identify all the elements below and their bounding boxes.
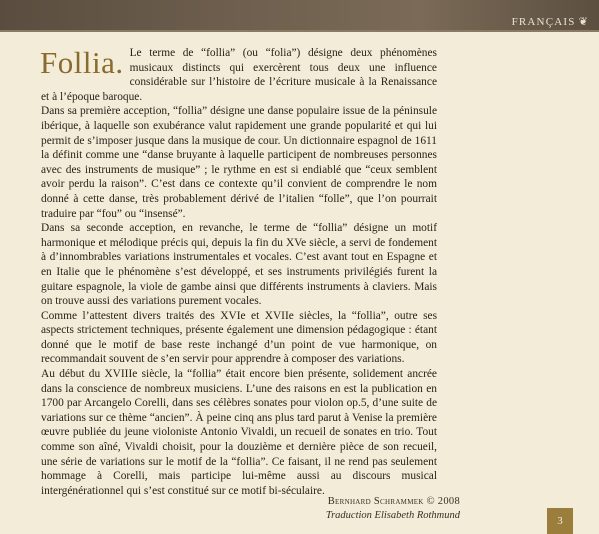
leaf-ornament-icon: ❦: [578, 16, 589, 28]
paragraph-1-text: Le terme de “follia” (ou “folia”) désigne deux phénomènes musicaux distincts qui exercèrent tous deux une influence considérable sur l’histoire de l’écriture musicale à la Renaissance et à l’époque baroque.: [41, 47, 437, 103]
language-tag: [512, 15, 589, 28]
paragraph-5: Au début du XVIIIe siècle, la “follia” était encore bien présente, solidement ancrée dans la conscience de nombreux musiciens. L’une des raisons en est la publication en 1700 par Arcangelo Corelli, dans ses célèbres sonates pour violon op.5, d’une suite de variations sur ce thème “ancien”. À peine cinq ans plus tard parut à Venise la première œuvre publiée du jeune violoniste Antonio Vivaldi, un recueil de sonates en trio. Tout comme son aîné, Vivaldi choisit, pour la douzième et dernière pièce de son recueil, une série de variations sur le motif de la “follia”. Ce faisant, il ne rend pas seulement hommage à Corelli, mais participe lui-même aussi au discours musical intergénérationnel qui s’est constitué sur ce motif bi-séculaire.: [41, 368, 437, 497]
signature-block: [290, 495, 460, 523]
paragraph-2: Dans sa première acception, “follia” désigne une danse populaire issue de la péninsule ibérique, à laquelle son exubérance valut rapidement une grande popularité et qui lui permit de s’imposer jusque dans la musique de cour. Un dictionnaire espagnol de 1611 la définit comme une “danse bruyante à laquelle participent de nombreuses personnes avec des instruments de musique” ; le rythme en est si endiablé que “ceux semblent avoir perdu la raison”. C’est dans ce contexte qu’il convient de comprendre le nom donné à cette danse, très probablement dérivé de l’italien “folle”, que l’on pourrait traduire par “fou” ou “insensé”.: [41, 105, 437, 220]
language-label: FRANÇAIS: [511, 15, 576, 28]
paragraph-1: [41, 46, 437, 104]
page-number: 3: [547, 508, 573, 534]
paragraph-4: Comme l’attestent divers traités des XVIe et XVIIe siècles, la “follia”, outre ses aspects strictement techniques, présente également une dimension pédagogique : étant donné que le motif de base reste inchangé d’un point de vue harmonique, on recommandait souvent de s’en servir pour apprendre à composer des variations.: [41, 309, 437, 366]
author-credit: Bernhard Schrammek © 2008: [327, 496, 460, 507]
translation-credit: Traduction Elisabeth Rothmund: [325, 510, 460, 521]
article-body: [41, 46, 437, 498]
article-title: Follia.: [40, 45, 124, 80]
header-band: [0, 0, 599, 32]
paragraph-3: Dans sa seconde acception, en revanche, le terme de “follia” désigne un motif harmonique et mélodique précis qui, depuis la fin du XVe siècle, a servi de fondement à d’innombrables variations instrumentales et vocales. C’est avant tout en Espagne et en Italie que le phénomène s’est développé, et ses instruments privilégiés furent la guitare espagnole, la viole de gambe ainsi que différents instruments à claviers. Mais on trouve aussi des variations purement vocales.: [41, 222, 437, 308]
